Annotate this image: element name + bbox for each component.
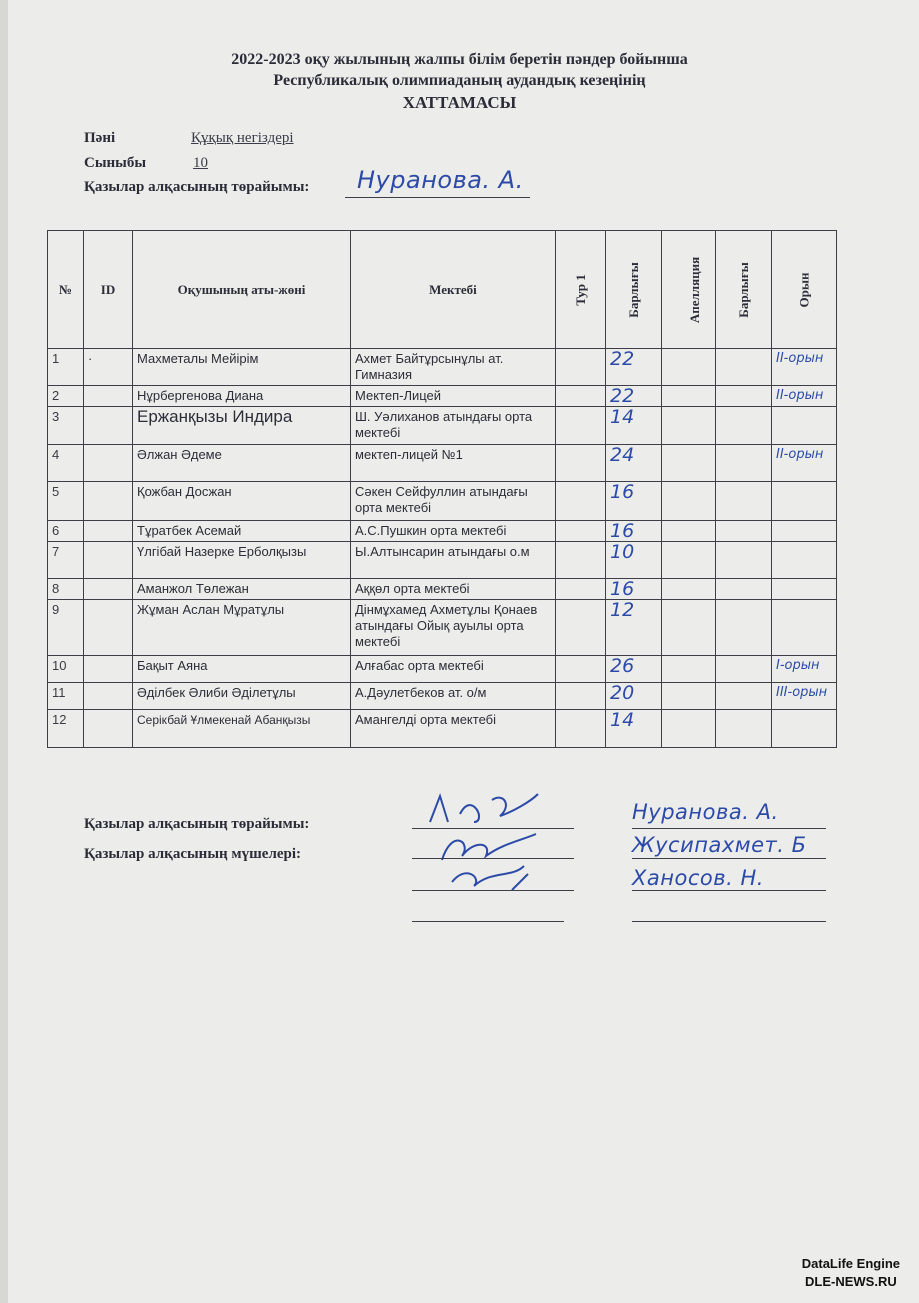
document-title: ХАТТАМАСЫ — [402, 93, 517, 112]
watermark — [802, 1255, 900, 1291]
row-round1 — [556, 542, 606, 579]
row-round1 — [556, 407, 606, 445]
table-row — [48, 710, 837, 748]
col-header-total — [606, 231, 662, 349]
row-number: 3 — [48, 407, 84, 445]
table-row — [48, 407, 837, 445]
watermark-line-2: DLE-NEWS.RU — [805, 1274, 897, 1289]
row-school: Дінмұхамед Ахметұлы Қонаев атындағы Ойық ауылы орта мектебі — [351, 600, 556, 656]
table-row — [48, 579, 837, 600]
row-id — [84, 656, 133, 683]
row-round1 — [556, 521, 606, 542]
row-name: Жұман Аслан Мұратұлы — [133, 600, 351, 656]
row-round1 — [556, 386, 606, 407]
row-total-2 — [716, 600, 772, 656]
row-number: 8 — [48, 579, 84, 600]
row-total-2 — [716, 710, 772, 748]
row-round1 — [556, 656, 606, 683]
col-header-number: № — [48, 231, 84, 349]
row-id — [84, 683, 133, 710]
row-number: 5 — [48, 482, 84, 521]
row-school: Аққөл орта мектебі — [351, 579, 556, 600]
row-name: Әділбек Әлиби Әділетұлы — [133, 683, 351, 710]
row-total-2 — [716, 656, 772, 683]
row-total-2 — [716, 521, 772, 542]
row-appeal — [662, 656, 716, 683]
row-number: 10 — [48, 656, 84, 683]
row-place: III-орын — [772, 683, 837, 710]
signature-line — [632, 921, 826, 922]
col-header-total-text: Барлығы — [625, 261, 641, 318]
signature-line — [632, 890, 826, 891]
col-header-name: Оқушының аты-жөні — [133, 231, 351, 349]
row-name: Серікбай Ұлмекенай Абанқызы — [133, 710, 351, 748]
row-total-2 — [716, 445, 772, 482]
table-row — [48, 386, 837, 407]
grade-label: Сыныбы — [84, 155, 147, 171]
table-row — [48, 482, 837, 521]
row-id — [84, 386, 133, 407]
row-appeal — [662, 579, 716, 600]
row-name: Тұратбек Асемай — [133, 521, 351, 542]
signature-line — [412, 921, 564, 922]
row-appeal — [662, 445, 716, 482]
row-appeal — [662, 710, 716, 748]
row-number: 6 — [48, 521, 84, 542]
row-place: II-орын — [772, 445, 837, 482]
header-line-1: 2022-2023 оқу жылының жалпы білім беретін пәндер бойынша — [231, 51, 688, 68]
row-total: 26 — [606, 656, 662, 683]
row-place: I-орын — [772, 656, 837, 683]
signature-name-member-1: Жусипахмет. Б — [632, 833, 807, 857]
row-place: II-орын — [772, 386, 837, 407]
row-total: 16 — [606, 521, 662, 542]
row-name: Үлгібай Назерке Ерболқызы — [133, 542, 351, 579]
row-id — [84, 600, 133, 656]
row-id — [84, 710, 133, 748]
signature-line — [412, 828, 574, 829]
row-total: 22 — [606, 386, 662, 407]
table-row — [48, 600, 837, 656]
results-table — [47, 230, 837, 748]
row-number: 9 — [48, 600, 84, 656]
row-total-2 — [716, 542, 772, 579]
row-school: А.Дәулетбеков ат. о/м — [351, 683, 556, 710]
row-name: Нұрбергенова Диана — [133, 386, 351, 407]
chair-label: Қазылар алқасының төрайымы: — [84, 179, 310, 195]
col-header-total-2 — [716, 231, 772, 349]
col-header-place-text: Орын — [795, 272, 811, 307]
header-line-2: Республикалық олимпиаданың аудандық кезеңінің — [273, 72, 646, 89]
signature-members-label: Қазылар алқасының мүшелері: — [84, 846, 302, 862]
row-appeal — [662, 386, 716, 407]
row-appeal — [662, 349, 716, 386]
col-header-place — [772, 231, 837, 349]
row-id: · — [84, 349, 133, 386]
table-row — [48, 656, 837, 683]
row-name: Ержанқызы Индира — [133, 407, 351, 445]
signature-name-member-2: Ханосов. Н. — [632, 866, 764, 890]
row-number: 2 — [48, 386, 84, 407]
row-total: 24 — [606, 445, 662, 482]
row-id — [84, 542, 133, 579]
signature-name-chair: Нуранова. А. — [632, 800, 779, 824]
col-header-round1 — [556, 231, 606, 349]
grade-value: 10 — [193, 155, 208, 171]
subject-value: Құқық негіздері — [191, 130, 294, 146]
row-name: Қожбан Досжан — [133, 482, 351, 521]
row-number: 7 — [48, 542, 84, 579]
row-id — [84, 407, 133, 445]
signature-line — [412, 890, 574, 891]
row-appeal — [662, 482, 716, 521]
row-place — [772, 579, 837, 600]
signature-line — [632, 828, 826, 829]
table-row — [48, 521, 837, 542]
row-place — [772, 542, 837, 579]
row-id — [84, 445, 133, 482]
chair-underline — [345, 197, 530, 198]
row-school: Ш. Уәлиханов атындағы орта мектебі — [351, 407, 556, 445]
col-header-school: Мектебі — [351, 231, 556, 349]
row-id — [84, 579, 133, 600]
table-row — [48, 349, 837, 386]
row-round1 — [556, 349, 606, 386]
row-round1 — [556, 445, 606, 482]
row-total-2 — [716, 579, 772, 600]
row-place — [772, 521, 837, 542]
row-place: II-орын — [772, 349, 837, 386]
signature-line — [412, 858, 574, 859]
row-place — [772, 710, 837, 748]
signature-chair-label: Қазылар алқасының төрайымы: — [84, 816, 310, 832]
table-row — [48, 445, 837, 482]
row-round1 — [556, 683, 606, 710]
row-number: 1 — [48, 349, 84, 386]
row-name: Әлжан Әдеме — [133, 445, 351, 482]
row-total-2 — [716, 386, 772, 407]
signature-marks — [412, 782, 582, 892]
row-school: Амангелді орта мектебі — [351, 710, 556, 748]
row-appeal — [662, 600, 716, 656]
row-school: А.С.Пушкин орта мектебі — [351, 521, 556, 542]
row-round1 — [556, 579, 606, 600]
row-total-2 — [716, 482, 772, 521]
row-total: 14 — [606, 710, 662, 748]
row-id — [84, 521, 133, 542]
chair-name-handwritten: Нуранова. А. — [357, 166, 524, 194]
row-place — [772, 407, 837, 445]
row-appeal — [662, 521, 716, 542]
row-name: Аманжол Төлежан — [133, 579, 351, 600]
row-total-2 — [716, 407, 772, 445]
signature-mark-1 — [430, 794, 538, 822]
row-total: 10 — [606, 542, 662, 579]
row-name: Махметалы Мейірім — [133, 349, 351, 386]
row-total: 14 — [606, 407, 662, 445]
row-total-2 — [716, 683, 772, 710]
row-name: Бақыт Аяна — [133, 656, 351, 683]
col-header-appeal — [662, 231, 716, 349]
row-school: Ы.Алтынсарин атындағы о.м — [351, 542, 556, 579]
col-header-id: ID — [84, 231, 133, 349]
row-round1 — [556, 710, 606, 748]
row-appeal — [662, 407, 716, 445]
row-appeal — [662, 683, 716, 710]
table-header-row — [48, 231, 837, 349]
table-row — [48, 683, 837, 710]
row-total: 12 — [606, 600, 662, 656]
row-total: 20 — [606, 683, 662, 710]
signature-mark-2 — [442, 834, 536, 860]
watermark-line-1: DataLife Engine — [801, 1256, 900, 1271]
row-place — [772, 482, 837, 521]
row-total: 16 — [606, 482, 662, 521]
row-school: Алғабас орта мектебі — [351, 656, 556, 683]
row-number: 11 — [48, 683, 84, 710]
row-place — [772, 600, 837, 656]
row-total: 16 — [606, 579, 662, 600]
col-header-appeal-text: Апелляция — [687, 256, 703, 323]
row-school: Сәкен Сейфуллин атындағы орта мектебі — [351, 482, 556, 521]
signature-line — [632, 858, 826, 859]
row-school: мектеп-лицей №1 — [351, 445, 556, 482]
table-row — [48, 542, 837, 579]
row-total: 22 — [606, 349, 662, 386]
col-header-total-2-text: Барлығы — [735, 261, 751, 318]
col-header-round1-text: Тур 1 — [572, 273, 588, 306]
subject-label: Пәні — [84, 130, 116, 146]
row-id — [84, 482, 133, 521]
row-total-2 — [716, 349, 772, 386]
signature-mark-3 — [452, 866, 528, 890]
row-school: Ахмет Байтұрсынұлы ат. Гимназия — [351, 349, 556, 386]
row-round1 — [556, 600, 606, 656]
row-appeal — [662, 542, 716, 579]
row-round1 — [556, 482, 606, 521]
row-school: Мектеп-Лицей — [351, 386, 556, 407]
row-number: 12 — [48, 710, 84, 748]
row-number: 4 — [48, 445, 84, 482]
